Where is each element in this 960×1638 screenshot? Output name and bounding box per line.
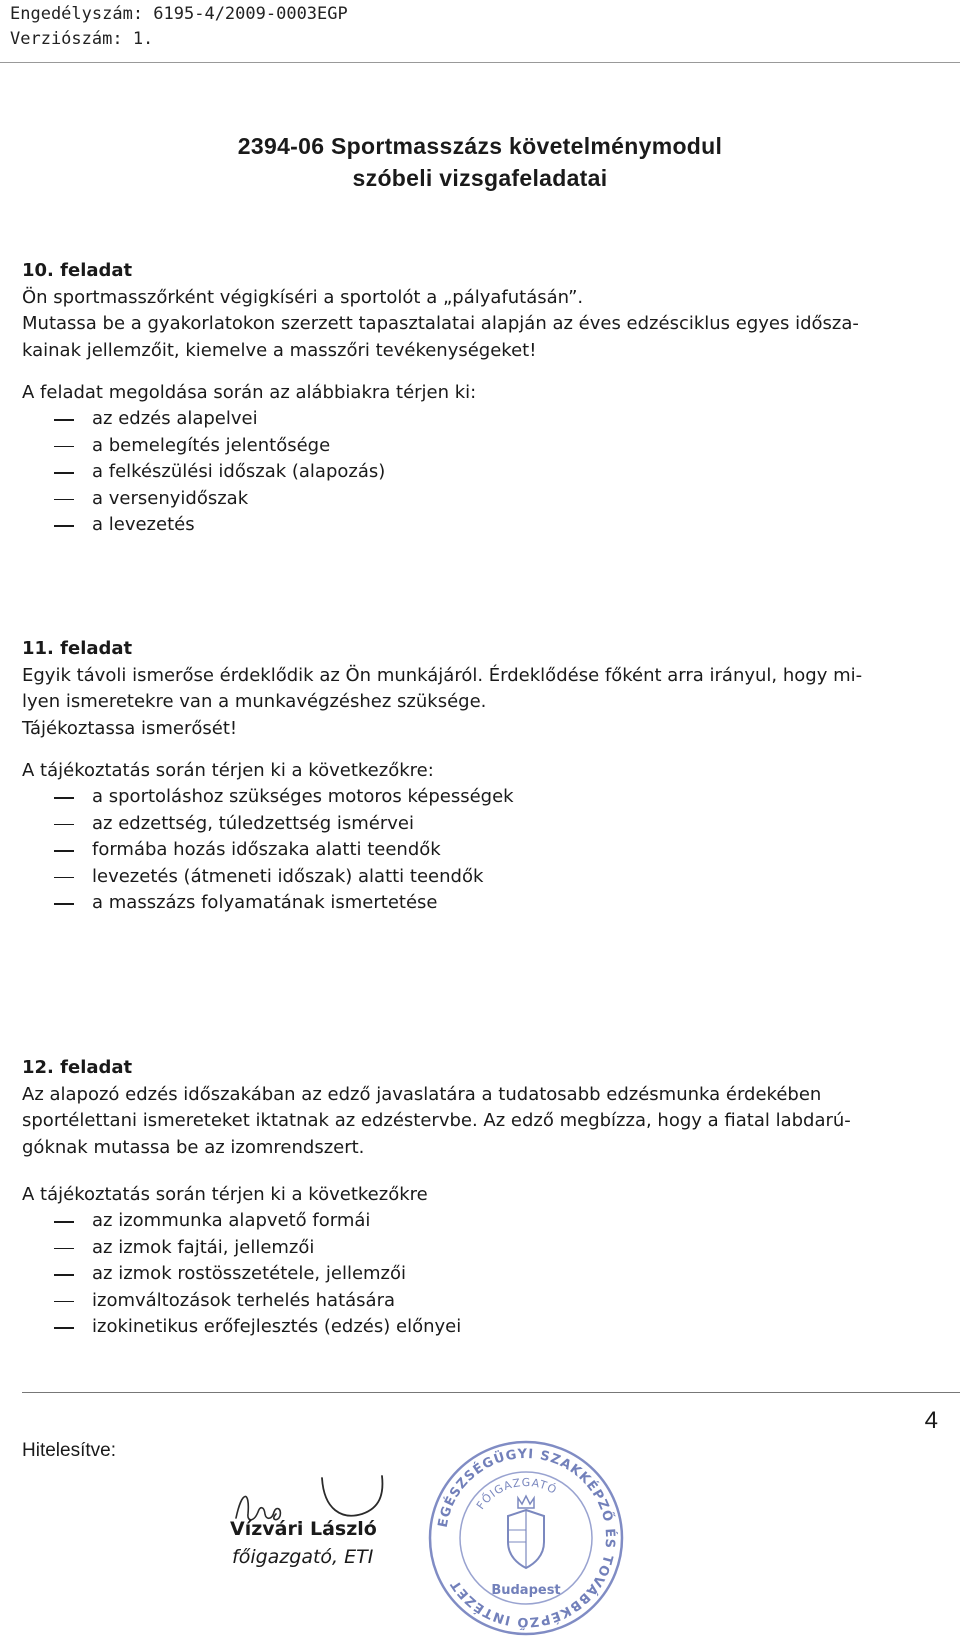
signer-role: főigazgató, ETI: [232, 1546, 374, 1568]
dash-bullet: [54, 877, 74, 879]
coat-of-arms-icon: [508, 1496, 544, 1568]
certified-label: Hitelesítve:: [22, 1440, 116, 1461]
list-item: levezetés (átmeneti időszak) alatti teendők: [22, 864, 922, 891]
dash-bullet: [54, 797, 74, 799]
task-text-line: Ön sportmasszőrként végigkíséri a sportolót a „pályafutásán”.: [22, 286, 584, 308]
license-number: Engedélyszám: 6195-4/2009-0003EGP: [10, 4, 348, 24]
header-divider: [0, 62, 960, 63]
page-title: [0, 130, 960, 194]
dash-bullet: [54, 1248, 74, 1250]
version-number: Verziószám: 1.: [10, 29, 154, 49]
list-item: formába hozás időszaka alatti teendők: [22, 837, 922, 864]
list-item: a bemelegítés jelentősége: [22, 433, 922, 460]
svg-text:EGÉSZSÉGÜGYI SZAKKÉPZŐ ÉS TOVÁ: EGÉSZSÉGÜGYI SZAKKÉPZŐ ÉS TOVÁBBKÉPZŐ INTÉZET: [435, 1446, 618, 1630]
task-12: [22, 1055, 944, 1161]
list-item: a sportoláshoz szükséges motoros képességek: [22, 784, 922, 811]
task-11: [22, 636, 944, 742]
task-heading: 12. feladat: [22, 1057, 133, 1078]
dash-bullet: [54, 903, 74, 905]
task-text-line: kainak jellemzőit, kiemelve a masszőri tevékenységeket!: [22, 339, 537, 361]
footer-divider: [22, 1392, 960, 1393]
task-11-topic-list: [22, 784, 922, 917]
list-item: a felkészülési időszak (alapozás): [22, 459, 922, 486]
list-item: a masszázs folyamatának ismertetése: [22, 890, 922, 917]
task-10: [22, 258, 944, 364]
dash-bullet: [54, 1301, 74, 1303]
title-line-1: 2394-06 Sportmasszázs követelménymodul: [237, 133, 723, 159]
dash-bullet: [54, 1221, 74, 1223]
list-item: izomváltozások terhelés hatására: [22, 1288, 922, 1315]
list-item: az izmok fajtái, jellemzői: [22, 1235, 922, 1262]
list-item: a versenyidőszak: [22, 486, 922, 513]
document-header: [10, 2, 348, 52]
official-stamp: [426, 1438, 626, 1638]
dash-bullet: [54, 499, 74, 501]
list-item: izokinetikus erőfejlesztés (edzés) előnyei: [22, 1314, 922, 1341]
task-text-line: sportélettani ismereteket iktatnak az edzéstervbe. Az edző megbízza, hogy a fiatal labdarú-: [22, 1110, 851, 1131]
dash-bullet: [54, 1327, 74, 1329]
task-instruction: A feladat megoldása során az alábbiakra térjen ki:: [22, 382, 477, 403]
task-heading: 10. feladat: [22, 260, 133, 281]
task-text-line: góknak mutassa be az izomrendszert.: [22, 1136, 365, 1158]
list-item: az izommunka alapvető formái: [22, 1208, 922, 1235]
task-text-line: Az alapozó edzés időszakában az edző javaslatára a tudatosabb edzésmunka érdekében: [22, 1083, 822, 1105]
dash-bullet: [54, 446, 74, 448]
task-text-line: Mutassa be a gyakorlatokon szerzett tapasztalatai alapján az éves edzésciklus egyes idősza-: [22, 313, 859, 334]
task-text-line: Tájékoztassa ismerősét!: [22, 717, 238, 739]
task-10-topic-list: [22, 406, 922, 539]
title-line-2: szóbeli vizsgafeladatai: [352, 165, 608, 191]
dash-bullet: [54, 850, 74, 852]
task-12-topic-list: [22, 1208, 922, 1341]
dash-bullet: [54, 824, 74, 826]
dash-bullet: [54, 1274, 74, 1276]
task-text-line: lyen ismeretekre van a munkavégzéshez szüksége.: [22, 691, 487, 712]
list-item: a levezetés: [22, 512, 922, 539]
dash-bullet: [54, 419, 74, 421]
dash-bullet: [54, 472, 74, 474]
svg-text:Budapest: Budapest: [491, 1583, 561, 1598]
list-item: az izmok rostösszetétele, jellemzői: [22, 1261, 922, 1288]
task-heading: 11. feladat: [22, 638, 133, 659]
dash-bullet: [54, 525, 74, 527]
list-item: az edzés alapelvei: [22, 406, 922, 433]
task-instruction: A tájékoztatás során térjen ki a következőkre:: [22, 760, 434, 781]
task-text-line: Egyik távoli ismerőse érdeklődik az Ön munkájáról. Érdeklődése főként arra irányul, hogy mi-: [22, 664, 863, 686]
task-instruction: A tájékoztatás során térjen ki a következőkre: [22, 1184, 428, 1205]
page-number: 4: [924, 1407, 938, 1434]
signer-name: Vízvári László: [230, 1518, 377, 1540]
svg-text:FŐIGAZGATÓ: FŐIGAZGATÓ: [473, 1475, 560, 1512]
list-item: az edzettség, túledzettség ismérvei: [22, 811, 922, 838]
